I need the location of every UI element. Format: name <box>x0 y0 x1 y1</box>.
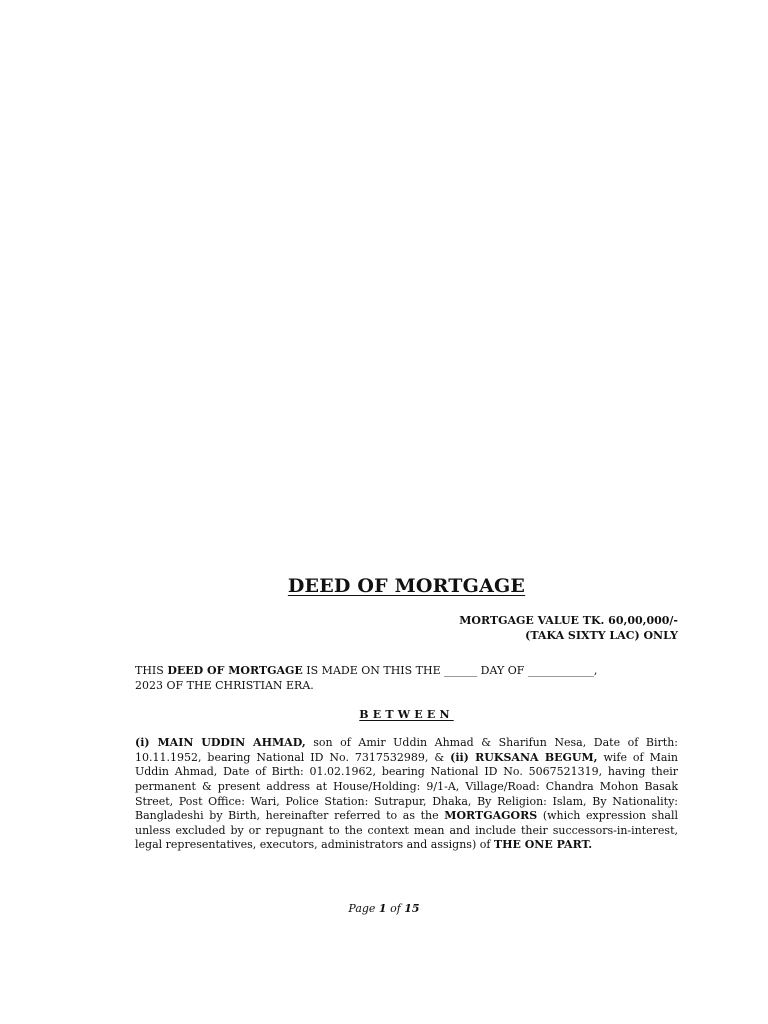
mortgagors-definition: (which expression shall unless excluded by or repugnant to the context mean and include their successors-in-interest, legal representatives, executors, administrators and assigns) of <box>135 809 679 852</box>
mortgage-value-amount: MORTGAGE VALUE TK. 60,00,000/- <box>459 614 678 627</box>
mortgagors-label: MORTGAGORS <box>444 809 538 823</box>
document-title: DEED OF MORTGAGE <box>287 575 526 597</box>
mortgage-value-words: (TAKA SIXTY LAC) ONLY <box>525 629 678 642</box>
page-current-number: 1 <box>378 902 387 915</box>
party-1-name: (i) MAIN UDDIN AHMAD, <box>135 736 306 750</box>
intro-text-3: 2023 OF THE CHRISTIAN ERA. <box>135 678 314 692</box>
between-heading: BETWEEN <box>359 708 454 722</box>
page-of-word: of <box>386 902 405 915</box>
page-word: Page <box>348 902 379 915</box>
party-1-details: son of Amir Uddin Ahmad & Sharifun Nesa, Date of Birth: 10.11.1952, bearing National ID No. 7317532989, & <box>135 736 678 764</box>
intro-text-1: THIS <box>135 664 168 677</box>
one-part-label: THE ONE PART. <box>493 838 593 852</box>
page-footer <box>0 901 768 916</box>
parties-paragraph <box>135 736 678 853</box>
intro-paragraph <box>135 664 678 693</box>
page-total-number: 15 <box>404 902 420 915</box>
party-2-name: (ii) RUKSANA BEGUM, <box>450 750 598 764</box>
intro-text-2: IS MADE ON THIS THE ______ DAY OF ____________, <box>302 664 598 677</box>
party-2-details: wife of Main Uddin Ahmad, Date of Birth: 01.02.1962, bearing National ID No. 5067521319, having their permanent & present address at House/Holding: 9/1-A, Village/Road: Chandra Mohon Basak Street, Post Office: Wari, Police Station: Sutrapur, Dhaka, By Religion: Islam, By Nationality: Bangladeshi by Birth, hereinafter referred to as the <box>135 750 679 823</box>
mortgage-value-block <box>135 613 678 643</box>
intro-deed-label: DEED OF MORTGAGE <box>167 664 303 677</box>
document-body <box>135 572 678 853</box>
